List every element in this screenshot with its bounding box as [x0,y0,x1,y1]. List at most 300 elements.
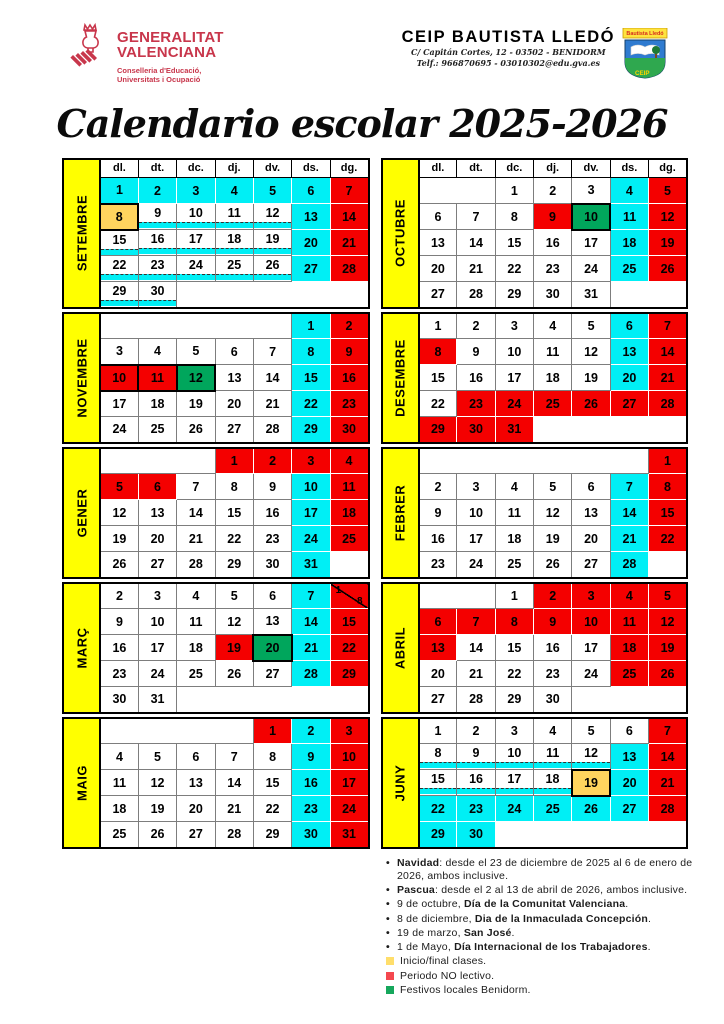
day-number: 18 [545,772,560,787]
legend-key-label: Inicio/final clases. [400,955,487,968]
week-row [419,635,688,661]
afternoon-strip [101,300,138,306]
day-cell: 31 [572,282,610,308]
week-row [100,526,369,552]
day-cell: 5 [649,583,687,609]
day-cell: 19 [534,526,572,552]
day-cell: 24 [572,661,610,687]
day-header: dv. [572,159,610,178]
week-row [419,583,688,609]
day-cell: 10 [495,339,533,365]
month-abril [381,582,689,714]
day-cell: 22 [419,796,457,822]
week-row [100,474,369,500]
week-row [100,365,369,391]
day-cell: 1 [649,448,687,474]
day-cell [177,230,215,256]
week-row [100,178,369,204]
day-cell: 29 [330,661,368,687]
day-cell: 19 [100,526,138,552]
week-row [419,365,688,391]
day-cell: 25 [330,526,368,552]
day-cell: 27 [292,256,330,282]
month-octubre [381,158,689,309]
day-cell: 24 [495,796,533,822]
month-label-text: MAIG [74,764,89,801]
day-cell: 15 [215,500,253,526]
color-swatch-icon [386,986,394,994]
day-cell: 22 [649,526,687,552]
month-table-juny [418,717,689,849]
day-cell: 28 [649,796,687,822]
week-row [100,661,369,687]
day-cell [138,282,176,308]
month-label-setembre [62,158,99,309]
month-label-juny [381,717,418,849]
day-cell: 27 [177,822,215,848]
day-cell: 24 [495,391,533,417]
day-cell: 29 [215,552,253,578]
day-cell: 18 [138,391,176,417]
day-cell: 2 [330,313,368,339]
day-cell: 21 [215,796,253,822]
week-row [419,526,688,552]
bullet-icon: • [386,884,390,897]
color-swatch-icon [386,957,394,965]
day-cell: 13 [610,339,648,365]
day-number: 10 [507,746,522,761]
month-label-octubre [381,158,418,309]
day-cell: 11 [138,365,176,391]
day-cell: 9 [534,609,572,635]
day-cell: 25 [610,256,648,282]
day-cell: 6 [215,339,253,365]
week-row [419,178,688,204]
day-header: dl. [419,159,457,178]
week-row [100,796,369,822]
day-cell: 4 [100,744,138,770]
day-cell: 10 [572,204,610,230]
day-cell: 4 [534,313,572,339]
legend-text: 9 de octubre, Día de la Comunitat Valenciana. [397,898,629,911]
afternoon-strip [457,788,494,794]
day-number: 1 [335,584,342,596]
day-cell: 19 [572,365,610,391]
day-number: 8 [434,746,442,761]
month-marc [62,582,370,714]
day-number: 9 [154,206,162,221]
month-table-abril [418,582,689,714]
day-cell: 16 [100,635,138,661]
afternoon-strip [101,249,138,255]
day-cell: 18 [177,635,215,661]
day-cell: 26 [100,552,138,578]
afternoon-strip [139,222,176,228]
day-number: 9 [472,746,480,761]
month-label-text: FEBRER [392,484,408,541]
empty-cell [495,822,687,848]
day-cell: 27 [215,417,253,443]
day-cell: 4 [610,178,648,204]
day-cell: 15 [419,365,457,391]
day-cell: 19 [649,635,687,661]
day-cell: 23 [457,391,495,417]
week-row [100,448,369,474]
afternoon-strip [534,762,571,768]
afternoon-strip [216,274,253,280]
school-name: CEIP BAUTISTA LLEDÓ [401,28,615,46]
week-row [419,687,688,713]
afternoon-strip [457,762,494,768]
day-cell: 13 [419,230,457,256]
month-label-febrer [381,447,418,579]
afternoon-strip [216,222,253,228]
month-table-maig [99,717,370,849]
day-cell: 8 [253,744,291,770]
week-row [100,230,369,256]
day-header: dl. [100,159,138,178]
legend-color-key [386,984,706,997]
day-cell: 1 [253,718,291,744]
day-cell: 23 [419,552,457,578]
week-row [419,282,688,308]
day-number: 22 [112,258,127,273]
svg-text:CEIP: CEIP [635,70,650,77]
day-cell: 2 [138,178,176,204]
month-table-febrer [418,447,689,579]
day-cell: 1 [495,178,533,204]
month-setembre [62,158,370,309]
week-row [100,687,369,713]
day-cell: 5 [138,744,176,770]
day-cell: 8 [100,204,138,230]
week-row [419,552,688,578]
day-header: dc. [177,159,215,178]
day-number: 10 [188,206,203,221]
day-cell: 28 [330,256,368,282]
day-header: dj. [534,159,572,178]
gva-sub-line1: Conselleria d'Educació, [117,65,202,75]
day-cell: 27 [610,796,648,822]
day-cell: 28 [292,661,330,687]
day-cell: 30 [534,282,572,308]
day-cell [100,256,138,282]
month-table-wrap [99,158,370,309]
day-cell [138,256,176,282]
day-cell: 2 [457,313,495,339]
day-cell: 1 [495,583,533,609]
empty-cell [649,552,687,578]
month-table-wrap [418,447,689,579]
day-cell: 12 [215,609,253,635]
week-row [100,635,369,661]
day-cell: 6 [177,744,215,770]
day-number: 24 [188,258,203,273]
empty-cell [534,417,687,443]
week-row [100,391,369,417]
week-row [419,448,688,474]
month-label-maig [62,717,99,849]
week-row [419,822,688,848]
day-cell: 8 [215,474,253,500]
day-cell: 5 [572,313,610,339]
school-address: C/ Capitán Cortes, 12 - 03502 - BENIDORM [411,47,606,57]
day-cell: 19 [572,770,610,796]
day-cell: 29 [419,417,457,443]
day-cell: 25 [100,822,138,848]
day-cell: 30 [457,417,495,443]
day-cell: 30 [100,687,138,713]
month-maig [62,717,370,849]
day-cell: 24 [457,552,495,578]
day-cell: 13 [177,770,215,796]
page-header [0,0,724,85]
day-header: dg. [649,159,687,178]
afternoon-strip [216,248,253,254]
week-row [419,500,688,526]
day-cell: 25 [495,552,533,578]
day-cell [253,256,291,282]
day-cell: 28 [457,282,495,308]
generalitat-emblem-icon [70,22,110,80]
day-cell: 10 [572,609,610,635]
day-cell: 13 [572,500,610,526]
empty-cell [419,448,649,474]
day-cell: 11 [330,474,368,500]
empty-cell [100,448,215,474]
day-cell: 23 [534,256,572,282]
bullet-icon: • [386,856,390,869]
day-number: 26 [265,258,280,273]
legend-bullet-item [386,927,706,940]
day-cell [100,282,138,308]
day-cell: 22 [330,635,368,661]
day-cell [534,744,572,770]
day-cell: 9 [457,339,495,365]
day-cell: 11 [534,339,572,365]
day-cell [138,230,176,256]
day-cell: 6 [419,609,457,635]
day-cell: 2 [457,718,495,744]
afternoon-strip [254,248,291,254]
day-cell: 24 [572,256,610,282]
day-cell: 25 [138,417,176,443]
day-cell: 30 [330,417,368,443]
month-label-marc [62,582,99,714]
week-row [419,204,688,230]
day-cell: 25 [610,661,648,687]
day-number: 12 [584,746,598,761]
day-header: dt. [457,159,495,178]
week-row [419,744,688,770]
legend-key-label: Periodo NO lectivo. [400,969,495,982]
legend-bullet-item [386,898,706,911]
day-cell [572,744,610,770]
day-cell: 6 [138,474,176,500]
calendar-grid [62,158,688,849]
day-cell: 15 [649,500,687,526]
afternoon-strip [534,788,571,794]
day-number: 23 [150,258,165,273]
generalitat-text [117,22,224,85]
day-cell: 12 [649,609,687,635]
day-cell: 21 [253,391,291,417]
day-cell: 20 [610,770,648,796]
page-title: Calendario escolar 2025-2026 [56,100,668,146]
month-label-text: MARÇ [74,627,89,669]
day-cell: 21 [177,526,215,552]
week-row [100,500,369,526]
afternoon-strip [496,788,533,794]
empty-cell [419,178,496,204]
day-cell: 20 [253,635,291,661]
empty-cell [177,282,369,308]
day-cell: 14 [649,744,687,770]
day-cell: 28 [457,687,495,713]
day-cell: 7 [330,178,368,204]
day-cell: 29 [253,822,291,848]
afternoon-strip [254,222,291,228]
day-cell: 14 [457,635,495,661]
day-header: dj. [215,159,253,178]
day-cell [215,256,253,282]
legend-bold-text: Navidad [397,856,440,869]
day-cell: 13 [610,744,648,770]
day-cell: 18 [100,796,138,822]
afternoon-strip [139,248,176,254]
legend-bullet-item [386,884,706,897]
bullet-icon: • [386,926,390,939]
day-cell: 20 [292,230,330,256]
week-row [419,770,688,796]
month-table-octubre [418,158,689,309]
day-cell: 15 [495,635,533,661]
day-cell: 6 [292,178,330,204]
day-cell: 24 [100,417,138,443]
day-cell: 14 [292,609,330,635]
day-cell: 20 [610,365,648,391]
month-juny [381,717,689,849]
day-cell [100,230,138,256]
day-cell: 1 [419,718,457,744]
day-number: 17 [507,772,522,787]
day-cell: 23 [330,391,368,417]
day-cell: 18 [534,365,572,391]
week-row [100,609,369,635]
afternoon-strip [496,762,533,768]
day-cell: 20 [215,391,253,417]
empty-cell [100,313,292,339]
day-cell: 31 [138,687,176,713]
day-cell: 8 [495,204,533,230]
day-cell: 20 [177,796,215,822]
day-cell: 10 [138,609,176,635]
month-label-text: JUNY [392,764,408,801]
afternoon-strip [177,222,214,228]
afternoon-strip [177,248,214,254]
school-phone: Telf.: 966870695 - 03010302@edu.gva.es [416,58,601,69]
legend-color-key [386,955,706,968]
day-cell: 14 [330,204,368,230]
month-table-wrap [99,447,370,579]
day-cell: 28 [177,552,215,578]
month-table-wrap [418,582,689,714]
day-number: 12 [265,206,280,221]
day-cell: 17 [572,635,610,661]
day-cell: 17 [292,500,330,526]
month-table-setembre [99,158,370,309]
day-cell: 5 [649,178,687,204]
day-cell: 5 [572,718,610,744]
day-cell: 9 [100,609,138,635]
day-cell: 17 [495,365,533,391]
day-cell: 21 [610,526,648,552]
day-number: 25 [227,258,242,273]
legend-text: 1 de Mayo, Día Internacional de los Trabajadores. [397,940,651,953]
day-cell: 11 [610,204,648,230]
day-cell: 2 [534,583,572,609]
legend-bold-text: Día Internacional de los Trabajadores [454,940,648,953]
day-number: 19 [265,232,280,247]
day-cell: 3 [495,718,533,744]
day-header: dg. [330,159,368,178]
legend-bold-text: San José [463,926,512,939]
day-cell [253,204,291,230]
day-header: dt. [138,159,176,178]
school-logo [402,22,668,80]
day-cell: 4 [610,583,648,609]
day-cell: 23 [534,661,572,687]
legend-text: Navidad: desde el 23 de diciembre de 2025 al 6 de enero de 2026, ambos inclusive. [397,856,693,882]
day-cell: 12 [138,770,176,796]
day-cell: 25 [177,661,215,687]
week-row [100,744,369,770]
day-cell: 21 [330,230,368,256]
day-cell: 24 [292,526,330,552]
week-row [419,339,688,365]
day-cell: 10 [457,500,495,526]
day-cell: 11 [495,500,533,526]
day-cell: 6 [610,718,648,744]
day-cell [534,770,572,796]
day-number: 16 [469,772,483,787]
week-row [100,256,369,282]
day-cell: 4 [495,474,533,500]
day-cell: 13 [215,365,253,391]
day-cell: 29 [292,417,330,443]
day-number: 15 [112,232,127,247]
day-number: 16 [150,232,165,247]
day-cell: 8 [419,339,457,365]
day-header-row [419,159,688,178]
day-cell: 18 [610,230,648,256]
day-cell: 19 [177,391,215,417]
day-cell: 16 [330,365,368,391]
month-desembre [381,312,689,444]
legend-bullet-item [386,913,706,926]
day-cell: 24 [330,796,368,822]
day-cell: 6 [253,583,291,609]
month-label-text: OCTUBRE [392,199,408,268]
day-cell: 12 [572,339,610,365]
afternoon-strip [572,762,609,768]
day-cell: 7 [457,609,495,635]
day-cell: 8 [649,474,687,500]
day-cell: 18 [330,500,368,526]
day-cell [177,256,215,282]
month-table-novembre [99,312,370,444]
day-cell: 7 [457,204,495,230]
